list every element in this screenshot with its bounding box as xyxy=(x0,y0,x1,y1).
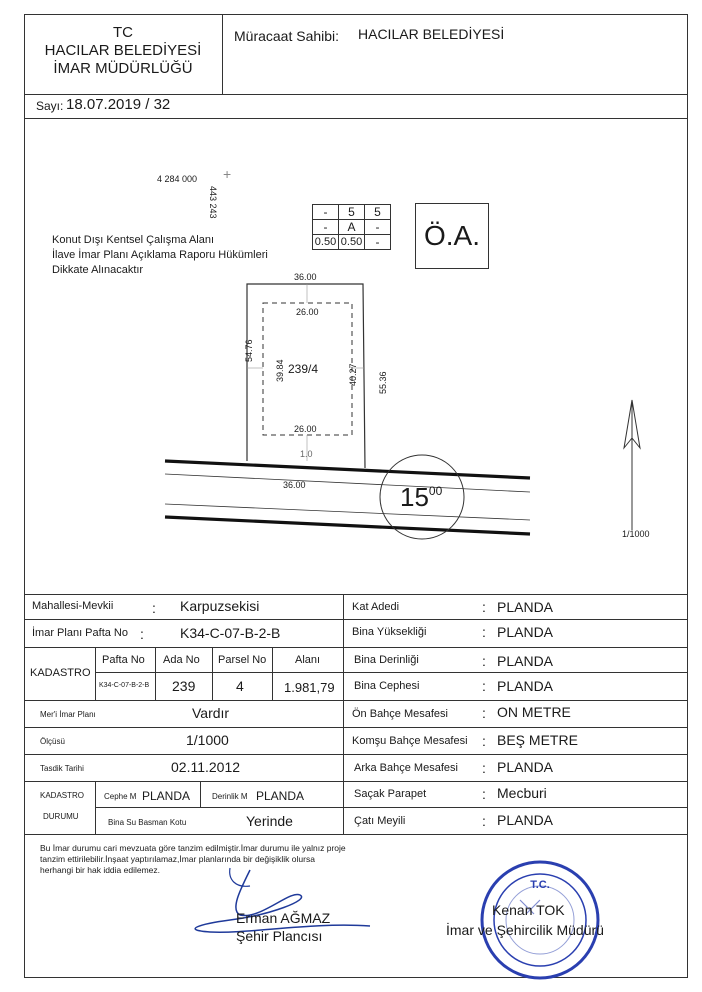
kadastro-label: KADASTRO xyxy=(30,667,91,679)
grid-cell: - xyxy=(364,219,391,235)
tasdik-value: 02.11.2012 xyxy=(171,759,241,775)
right-row-label: Komşu Bahçe Mesafesi xyxy=(352,735,468,747)
row-line xyxy=(343,672,688,673)
bina-su-value: Yerinde xyxy=(246,813,293,829)
plan-note-2: İlave İmar Planı Açıklama Raporu Hükümleri xyxy=(52,249,268,261)
disclaimer-line-2: tanzim ettirilebilir.İnşaat yaptırılamaz,İmar planlarında bir değişiklik olursa xyxy=(40,854,315,864)
grid-cell: 0.50 xyxy=(338,234,365,250)
cephe-label: Cephe M xyxy=(104,792,137,801)
signer2-title: İmar ve Şehircilik Müdürü xyxy=(446,922,604,938)
right-row-colon: : xyxy=(482,760,486,776)
col-line xyxy=(155,647,156,700)
right-row-colon: : xyxy=(482,599,486,615)
col-alan-header: Alanı xyxy=(295,654,321,666)
olcek-value: 1/1000 xyxy=(186,732,229,748)
coord-y: 443 243 xyxy=(208,186,218,219)
right-row-value: PLANDA xyxy=(497,759,554,775)
disclaimer-line-1: Bu İmar durumu cari mevzuata göre tanzim edilmiştir.İmar durumu ile yalnız proje xyxy=(40,843,346,853)
row-line xyxy=(24,781,688,782)
tasdik-label: Tasdik Tarihi xyxy=(40,764,84,773)
mahalle-label: Mahallesi-Mevkii xyxy=(32,600,114,612)
right-row-label: Arka Bahçe Mesafesi xyxy=(354,762,458,774)
table-top-line xyxy=(24,594,688,595)
stamp-icon xyxy=(478,858,602,982)
right-row-value: BEŞ METRE xyxy=(497,732,578,748)
right-row-value: PLANDA xyxy=(497,624,554,640)
grid-cell: 0.50 xyxy=(312,234,339,250)
applicant-label: Müracaat Sahibi: xyxy=(234,28,340,44)
right-row-colon: : xyxy=(482,786,486,802)
kadastro-durumu-line1: KADASTRO xyxy=(40,791,85,800)
plan-note-1: Konut Dışı Kentsel Çalışma Alanı xyxy=(52,234,215,246)
right-row-colon: : xyxy=(482,705,486,721)
grid-cell: A xyxy=(338,219,365,235)
applicant-value: HACILAR BELEDİYESİ xyxy=(358,26,505,42)
table-mid-divider xyxy=(343,594,344,834)
number-value: 18.07.2019 / 32 xyxy=(66,96,171,113)
right-row-colon: : xyxy=(482,678,486,694)
col-line xyxy=(95,781,96,834)
mahalle-colon: : xyxy=(152,600,156,616)
kad-parsel-value: 4 xyxy=(236,678,244,694)
kad-alan-value: 1.981,79 xyxy=(284,680,335,695)
derinlik-value: PLANDA xyxy=(256,789,305,803)
right-row-label: Çatı Meyili xyxy=(354,815,406,827)
road-line-bottom xyxy=(165,504,530,520)
dim-right-inner: 40.27 xyxy=(348,363,358,386)
row-line xyxy=(95,672,343,673)
grid-cell: - xyxy=(312,219,339,235)
right-row-label: Bina Derinliği xyxy=(354,654,419,666)
dim-bottom-inner: 26.00 xyxy=(294,424,317,434)
grid-cell: - xyxy=(364,234,391,250)
scale-label: 1/1000 xyxy=(622,529,650,539)
pafta-colon: : xyxy=(140,626,144,642)
grid-cell: 5 xyxy=(338,204,365,220)
signer1-title: Şehir Plancısı xyxy=(236,928,323,944)
cephe-value: PLANDA xyxy=(142,789,191,803)
north-arrow-icon xyxy=(624,400,640,530)
col-parsel-header: Parsel No xyxy=(218,654,267,666)
plan-note-3: Dikkate Alınacaktır xyxy=(52,264,144,276)
right-row-label: Kat Adedi xyxy=(352,601,400,613)
col-ada-header: Ada No xyxy=(163,654,200,666)
row-line xyxy=(95,807,688,808)
right-row-colon: : xyxy=(482,653,486,669)
coord-x: 4 284 000 xyxy=(157,174,198,184)
grid-cell: 5 xyxy=(364,204,391,220)
row-line xyxy=(24,754,688,755)
road-edge-bottom xyxy=(165,517,530,534)
dim-top-outer: 36.00 xyxy=(294,272,317,282)
right-row-colon: : xyxy=(482,624,486,640)
col-line xyxy=(95,647,96,700)
table-bottom-line xyxy=(24,834,688,835)
dim-setback: 1.0 xyxy=(300,449,313,459)
right-row-value: ON METRE xyxy=(497,704,571,720)
right-row-label: Saçak Parapet xyxy=(354,788,427,800)
disclaimer-line-3: herhangi bir hak iddia edilemez. xyxy=(40,865,161,875)
coord-cross-icon: + xyxy=(223,166,232,182)
right-row-value: PLANDA xyxy=(497,678,554,694)
signer1-name: Erman AĞMAZ xyxy=(236,910,331,926)
mahalle-value: Karpuzsekisi xyxy=(180,598,260,614)
org-line-1: TC xyxy=(113,24,133,41)
signer2-name: Kenan TOK xyxy=(492,902,565,918)
grid-cell: - xyxy=(312,204,339,220)
right-row-value: Mecburi xyxy=(497,785,547,801)
parcel-label: 239/4 xyxy=(288,362,319,376)
right-row-value: PLANDA xyxy=(497,653,554,669)
right-row-colon: : xyxy=(482,733,486,749)
road-edge-top xyxy=(165,461,530,478)
meri-label: Mer'i İmar Planı xyxy=(40,710,96,719)
row-line xyxy=(24,619,688,620)
derinlik-label: Derinlik M xyxy=(212,792,248,801)
dim-right-outer: 55.36 xyxy=(378,371,388,394)
dim-left-outer: 54.76 xyxy=(244,339,254,362)
row-line xyxy=(24,700,688,701)
row-line xyxy=(24,647,688,648)
kadastro-durumu-line2: DURUMU xyxy=(43,812,79,821)
dim-road-frontage: 36.00 xyxy=(283,480,306,490)
right-row-label: Bina Cephesi xyxy=(354,680,420,692)
col-line xyxy=(272,647,273,700)
col-pafta-header: Pafta No xyxy=(102,654,145,666)
col-line xyxy=(200,781,201,807)
kad-ada-value: 239 xyxy=(172,678,196,694)
zone-code-box: Ö.A. xyxy=(415,203,489,269)
pafta-label: İmar Planı Pafta No xyxy=(32,627,128,639)
svg-text:T.C.: T.C. xyxy=(530,879,550,891)
right-row-label: Bina Yüksekliği xyxy=(352,626,427,638)
meri-value: Vardır xyxy=(192,705,230,721)
kad-pafta-value: K34-C-07-B-2-B xyxy=(99,682,150,689)
row-line xyxy=(24,727,688,728)
olcek-label: Ölçüsü xyxy=(40,737,65,746)
col-line xyxy=(212,647,213,700)
bina-su-label: Bina Su Basman Kotu xyxy=(108,818,187,827)
org-line-3: İMAR MÜDÜRLÜĞÜ xyxy=(53,60,193,77)
number-label: Sayı: xyxy=(36,99,64,113)
road-width: $15^{00}$ xyxy=(400,482,443,512)
dim-left-inner: 39.84 xyxy=(275,359,285,382)
org-line-2: HACILAR BELEDİYESİ xyxy=(44,42,202,59)
right-row-value: PLANDA xyxy=(497,812,554,828)
right-row-colon: : xyxy=(482,813,486,829)
right-row-label: Ön Bahçe Mesafesi xyxy=(352,708,448,720)
dim-top-inner: 26.00 xyxy=(296,307,319,317)
pafta-value: K34-C-07-B-2-B xyxy=(180,625,281,641)
right-row-value: PLANDA xyxy=(497,599,554,615)
